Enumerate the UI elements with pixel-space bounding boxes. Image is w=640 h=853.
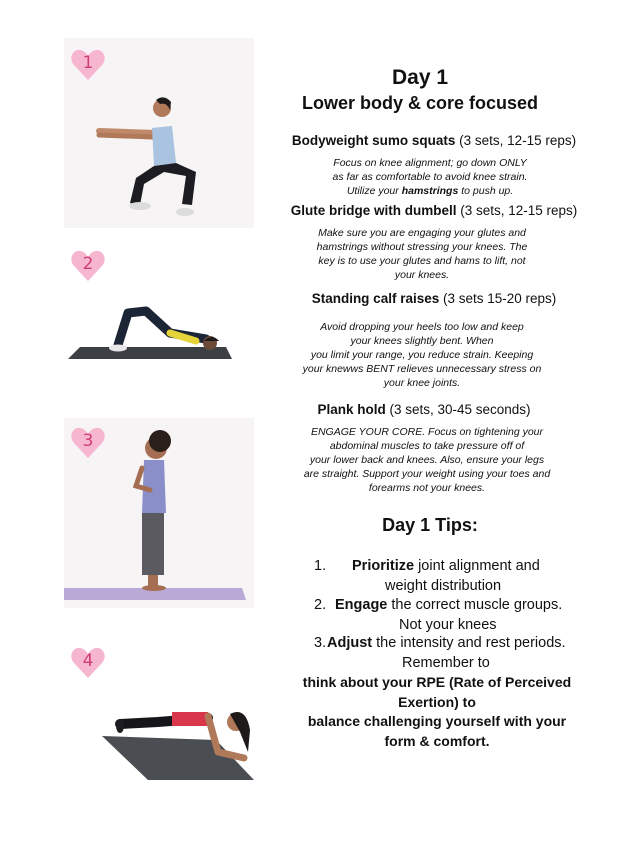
closing-line: form & comfort.: [384, 732, 490, 749]
page-title: Day 1: [391, 66, 449, 89]
glute-bridge-figure: [66, 295, 236, 365]
note-line: your knee joints.: [383, 377, 461, 389]
photo-glute-bridge: [66, 295, 236, 365]
exercise-heading-3: [284, 291, 584, 306]
heart-number: 4: [82, 651, 94, 671]
note-line: your knewws BENT relieves unnecessary stress on: [302, 363, 542, 375]
note-line: abdominal muscles to take pressure off of: [329, 440, 525, 452]
exercise-note-2: [282, 226, 562, 282]
tip-keyword: Adjust: [327, 635, 373, 651]
plank-figure: [98, 700, 254, 782]
exercise-detail: (3 sets, 30-45 seconds): [385, 402, 531, 417]
heart-number: 2: [82, 254, 94, 274]
heart-badge-1: [70, 48, 106, 82]
exercise-note-1: [290, 156, 570, 198]
note-line: you limit your range, you reduce strain. Keeping: [310, 349, 534, 361]
exercise-name: Standing calf raises: [311, 291, 440, 306]
heart-number: 1: [82, 53, 94, 73]
tip-number: 2.: [314, 597, 327, 613]
tip-text: joint alignment and: [414, 558, 540, 574]
tip-keyword: Engage: [335, 597, 388, 613]
note-text: Utilize your: [346, 185, 402, 197]
exercise-detail: (3 sets 15-20 reps): [439, 291, 557, 306]
exercise-note-4: [282, 425, 572, 495]
closing-line: think about your RPE (Rate of Perceived: [302, 674, 572, 690]
note-line: Avoid dropping your heels too low and keep: [320, 321, 524, 333]
tip-item-2: [290, 596, 610, 635]
heart-number: 3: [82, 431, 94, 451]
note-line: ENGAGE YOUR CORE. Focus on tightening your: [310, 426, 544, 438]
note-line: Make sure you are engaging your glutes and: [318, 227, 526, 239]
tip-first-line: [290, 634, 610, 654]
exercise-heading-4: [274, 402, 574, 417]
note-line: are straight. Support your weight using your toes and: [303, 468, 551, 480]
exercise-detail: (3 sets, 12-15 reps): [456, 203, 578, 218]
note-emphasis: hamstrings: [401, 185, 459, 197]
note-line: forearms not your knees.: [368, 482, 486, 494]
exercise-name: Plank hold: [317, 402, 386, 417]
closing-line: balance challenging yourself with your: [307, 713, 567, 729]
note-text: to push up.: [458, 185, 514, 197]
exercise-heading-2: [284, 203, 584, 218]
note-line: [290, 184, 570, 198]
heart-badge-3: [70, 426, 106, 460]
tips-title: Day 1 Tips:: [382, 515, 478, 535]
tip-item-1: [290, 557, 590, 596]
note-line: your knees.: [394, 269, 450, 281]
tips-closing: [292, 673, 582, 751]
tip-first-line: [290, 557, 590, 577]
note-line: as far as comfortable to avoid knee strain.: [332, 171, 528, 183]
note-line: your knees slightly bent. When: [350, 335, 494, 347]
tip-continuation: Remember to: [402, 654, 490, 671]
tip-number: 3.: [314, 635, 327, 651]
note-line: hamstrings without stressing your knees. The: [316, 241, 528, 253]
photo-plank: [98, 700, 254, 782]
note-line: Focus on knee alignment; go down ONLY: [333, 157, 527, 169]
page-subtitle: Lower body & core focused: [301, 93, 539, 113]
heart-badge-4: [70, 646, 106, 680]
tip-continuation: Not your knees: [399, 616, 497, 633]
note-line: key is to use your glutes and hams to lift, not: [318, 255, 526, 267]
exercise-note-3: [280, 320, 564, 390]
exercise-heading-1: [284, 133, 584, 148]
tip-continuation: weight distribution: [385, 577, 502, 594]
tip-item-3: [290, 634, 610, 673]
closing-line: Exertion) to: [398, 693, 476, 710]
exercise-name: Bodyweight sumo squats: [291, 133, 456, 148]
tip-text: the correct muscle groups.: [387, 597, 563, 613]
exercise-detail: (3 sets, 12-15 reps): [455, 133, 577, 148]
heart-badge-2: [70, 249, 106, 283]
tip-number: 1.: [314, 558, 327, 574]
tip-text: the intensity and rest periods.: [372, 635, 566, 651]
tip-keyword: Prioritize: [352, 558, 415, 574]
exercise-name: Glute bridge with dumbell: [290, 203, 457, 218]
note-line: your lower back and knees. Also, ensure your legs: [309, 454, 545, 466]
tip-first-line: [290, 596, 610, 616]
